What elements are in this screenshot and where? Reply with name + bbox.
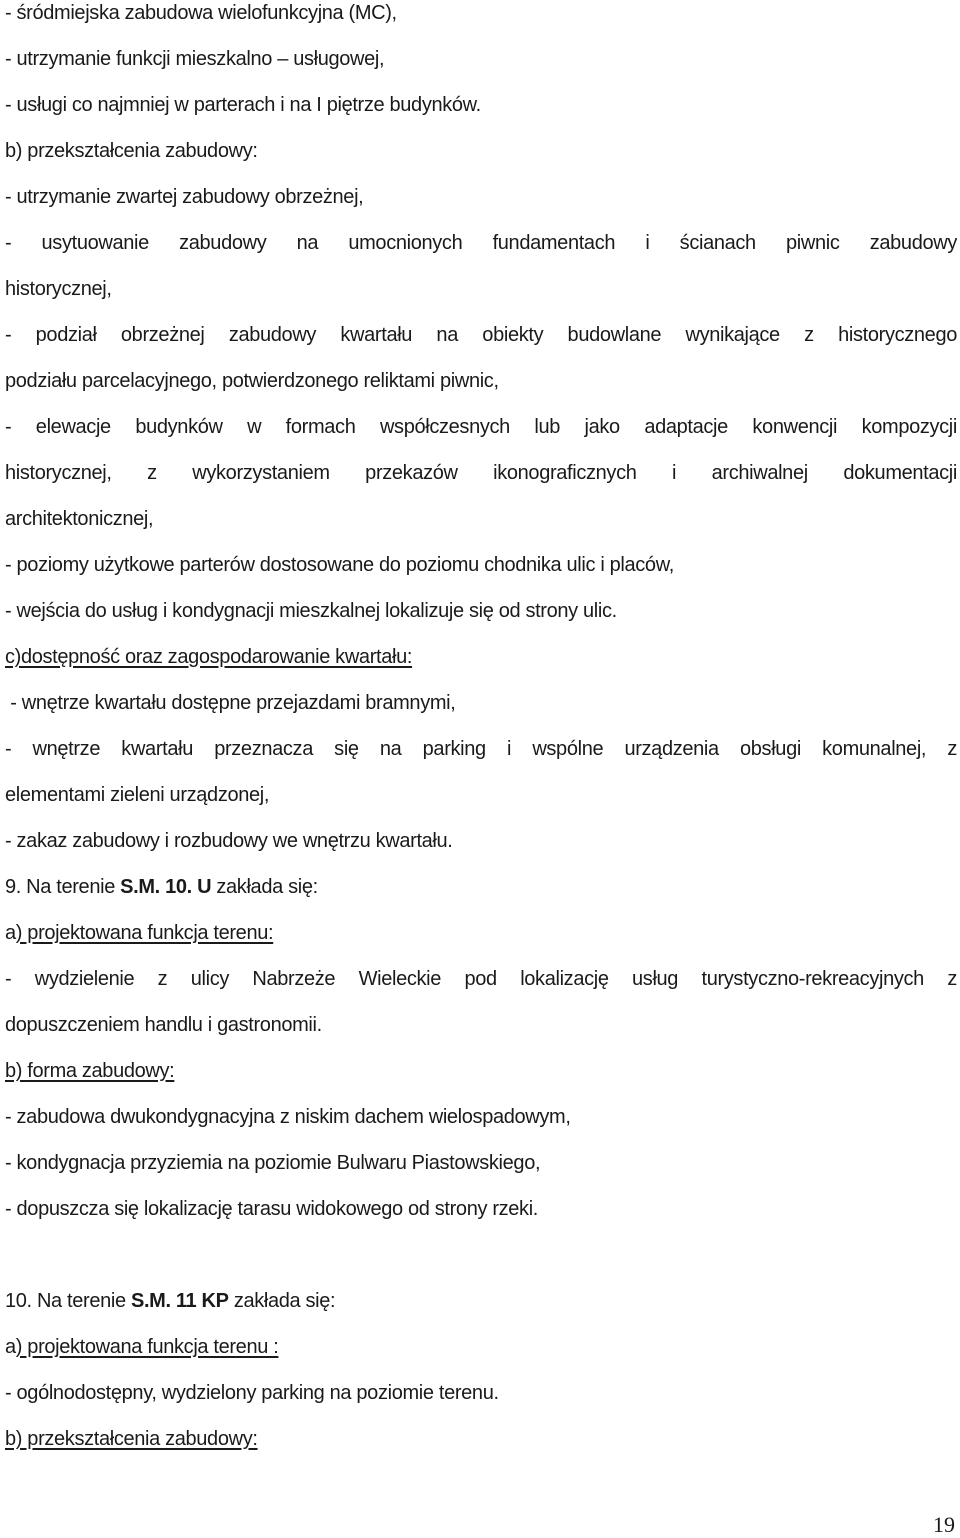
text-line: - wnętrze kwartału dostępne przejazdami bramnymi, [5,692,456,714]
item-heading [5,874,957,920]
item-suffix: zakłada się: [228,1290,336,1312]
page-number: 19 [933,1512,955,1537]
text-line: - wnętrze kwartału przeznacza się na parking i wspólne urządzenia obsługi komunalnej, z [5,738,957,760]
text-line: historycznej, [5,278,112,300]
text-line: dopuszczeniem handlu i gastronomii. [5,1014,322,1036]
text-line: - elewacje budynków w formach współczesnych lub jako adaptacje konwencji kompozycji [5,416,957,438]
text-line: - usytuowanie zabudowy na umocnionych fundamentach i ścianach piwnic zabudowy [5,232,957,254]
heading-letter: a [5,1336,16,1358]
blank-line [5,1242,957,1288]
text-line: - wydzielenie z ulicy Nabrzeże Wieleckie pod lokalizację usług turystyczno-rekreacyjnych z [5,968,957,990]
section-heading-underlined [5,644,957,690]
heading-text: b) przekształcenia zabudowy: [5,1428,258,1450]
heading-text: c)dostępność oraz zagospodarowanie kwartału: [5,646,413,668]
text-line: - usługi co najmniej w parterach i na I piętrze budynków. [5,94,481,116]
text-line: architektonicznej, [5,508,154,530]
section-heading-underlined [5,1334,957,1380]
document-page [5,0,957,1472]
heading-text: b) forma zabudowy: [5,1060,175,1082]
text-line: - utrzymanie funkcji mieszkalno – usługowej, [5,48,385,70]
heading-letter: a [5,922,16,944]
section-heading-underlined [5,920,957,966]
heading-text: ) projektowana funkcja terenu: [15,922,274,944]
text-line: - utrzymanie zwartej zabudowy obrzeżnej, [5,186,364,208]
text-line: elementami zieleni urządzonej, [5,784,270,806]
text-line: - śródmiejska zabudowa wielofunkcyjna (MC), [5,2,397,24]
area-code: S.M. 10. [120,876,192,898]
item-heading [5,1288,957,1334]
section-heading-underlined [5,1426,957,1472]
text-line: historycznej, z wykorzystaniem przekazów ikonograficznych i archiwalnej dokumentacji [5,462,957,484]
item-suffix: zakłada się: [211,876,318,898]
heading-text: ) projektowana funkcja terenu : [15,1336,279,1358]
text-line: podziału parcelacyjnego, potwierdzonego reliktami piwnic, [5,370,499,392]
section-heading: b) przekształcenia zabudowy: [5,140,258,162]
text-line: - zabudowa dwukondygnacyjna z niskim dachem wielospadowym, [5,1106,571,1128]
text-line: - dopuszcza się lokalizację tarasu widokowego od strony rzeki. [5,1198,539,1220]
item-prefix: 10. Na terenie [5,1290,131,1312]
text-line: - ogólnodostępny, wydzielony parking na poziomie terenu. [5,1382,499,1404]
section-heading-underlined [5,1058,957,1104]
item-prefix: 9. Na terenie [5,876,121,898]
area-symbol: U [197,876,212,898]
text-line: - kondygnacja przyziemia na poziomie Bulwaru Piastowskiego, [5,1152,541,1174]
text-line: - wejścia do usług i kondygnacji mieszkalnej lokalizuje się od strony ulic. [5,600,617,622]
area-code: S.M. 11 KP [130,1290,229,1312]
text-line: - zakaz zabudowy i rozbudowy we wnętrzu kwartału. [5,830,453,852]
text-line: - poziomy użytkowe parterów dostosowane do poziomu chodnika ulic i placów, [5,554,674,576]
text-line: - podział obrzeżnej zabudowy kwartału na obiekty budowlane wynikające z historycznego [5,324,957,346]
